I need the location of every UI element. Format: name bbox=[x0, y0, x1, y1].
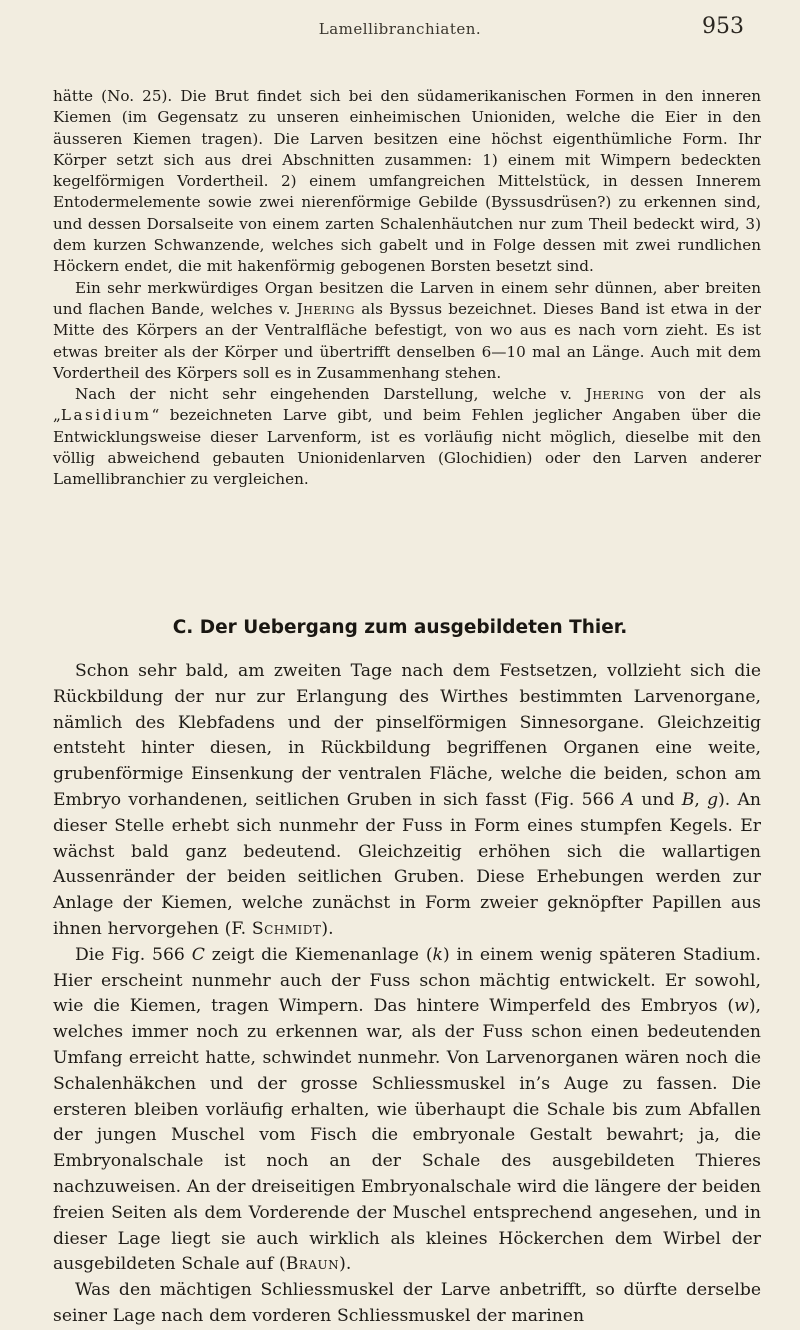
paragraph-adductor bbox=[53, 1278, 761, 1330]
paragraph-text: als Byssus bezeichnet. Dieses Band ist etwa in der Mitte des Körpers an der Ventralfläche befestigt, von wo aus es nach vorn zieht. Es ist etwas breiter als der Körper und übertrifft denselben 6—10 mal an Länge. Auch mit dem Vordertheil des Körpers soll es in Zusammenhang stehen. bbox=[53, 299, 762, 382]
paragraph-text: hätte (No. 25). Die Brut findet sich bei den südamerikanischen Formen in den inneren Kiemen (im Gegensatz zu unseren einheimischen Unioniden, welche die Eier in den äusseren Kiemen tragen). Die Larven besitzen eine höchst eigenthümliche Form. Ihr Körper setzt sich aus drei Abschnitten zusammen: 1) einem mit Wimpern bedeckten kegelförmigen Vordertheil. 2) einem umfangreichen Mittelstück, in dessen Innerem Entodermelemente sowie zwei nierenförmige Gebilde (Byssusdrüsen?) zu erkennen sind, und dessen Dorsalseite von einem zarten Schalenhäutchen nur zum Theil bedeckt wird, 3) dem kurzen Schwanzende, welches sich gabelt und in Folge dessen mit zwei rundlichen Höckern endet, die mit hakenförmig gebogenen Borsten besetzt sind. bbox=[53, 87, 761, 276]
paragraph-text: zeigt die Kiemenanlage ( bbox=[204, 944, 433, 965]
running-title: Lamellibranchiaten. bbox=[318, 20, 482, 38]
paragraph-gills bbox=[53, 943, 761, 1278]
paragraph-text: “ bezeichneten Larve gibt, und beim Fehlen jeglicher Angaben über die Entwicklungsweise dieser Larvenform, ist es vorläufig nicht möglich, dieselbe mit den völlig abweichend gebauten Unionidenlarven (Glochidien) oder den Larven anderer Lamellibranchier zu vergleichen. bbox=[53, 406, 761, 489]
author-name: Braun bbox=[285, 1254, 340, 1275]
paragraph-text: ). bbox=[339, 1254, 352, 1275]
author-name: Jhering bbox=[585, 385, 645, 404]
paragraph-text: ) in einem wenig späteren Stadium. Hier erscheint nunmehr auch der Fuss schon mächtig entwickelt. Er sowohl, wie die Kiemen, tragen Wimpern. Das hintere Wimperfeld des Embryos ( bbox=[53, 944, 761, 1017]
paragraph-text: Die Fig. 566 bbox=[75, 944, 192, 965]
paragraph-lasidium bbox=[53, 384, 761, 490]
paragraph-text: ). bbox=[321, 918, 334, 939]
paragraph-text: ). An dieser Stelle erhebt sich nunmehr der Fuss in Form eines stumpfen Kegels. Er wächst bald ganz bedeutend. Gleichzeitig erhöhen sich die wallartigen Aussenränder der beiden seitlichen Gruben. Diese Erhebungen werden zur Anlage der Kiemen, welche zunächst in Form zweier geknöpfter Papillen aus ihnen hervorgehen (F. bbox=[53, 789, 761, 939]
section-heading: C. Der Uebergang zum ausgebildeten Thier. bbox=[172, 617, 628, 638]
paragraph-text: Nach der nicht sehr eingehenden Darstellung, welche v. bbox=[75, 385, 586, 404]
page-number: 953 bbox=[702, 14, 744, 39]
paragraph-text: Ein sehr merkwürdiges Organ besitzen die Larven in einem sehr dünnen, aber breiten und flachen Bande, welches v. bbox=[53, 278, 761, 318]
spaced-term: Lasidium bbox=[60, 406, 152, 425]
main-text-section bbox=[53, 659, 761, 1330]
author-name: Jhering bbox=[296, 299, 355, 318]
paragraph-text: von der als „ bbox=[53, 385, 761, 425]
figure-label: w bbox=[734, 996, 749, 1017]
author-name: Schmidt bbox=[251, 918, 322, 939]
paragraph-larva-description bbox=[53, 86, 761, 278]
paragraph-byssus-band bbox=[53, 278, 761, 384]
paragraph-regression bbox=[53, 659, 761, 943]
figure-label: g bbox=[707, 789, 719, 810]
figure-label: A bbox=[621, 789, 635, 810]
figure-label: k bbox=[432, 944, 443, 965]
figure-label: B bbox=[681, 789, 695, 810]
figure-label: C bbox=[191, 944, 205, 965]
paragraph-text: , bbox=[694, 789, 708, 810]
running-head bbox=[0, 14, 800, 44]
small-print-section bbox=[53, 86, 761, 491]
paragraph-text: Was den mächtigen Schliessmuskel der Larve anbetrifft, so dürfte derselbe seiner Lage nach dem vorderen Schliessmuskel der marinen bbox=[53, 1280, 761, 1326]
paragraph-text: ), welches immer noch zu erkennen war, als der Fuss schon einen bedeutenden Umfang erreicht hatte, schwindet nunmehr. Von Larvenorganen wären noch die Schalenhäkchen und der grosse Schliessmuskel in’s Auge zu fassen. Die ersteren bleiben vorläufig erhalten, wie überhaupt die Schale bis zum Abfallen der jungen Muschel vom Fisch die embryonale Gestalt bewahrt; ja, die Embryonalschale ist noch an der Schale des ausgebildeten Thieres nachzuweisen. An der dreiseitigen Embryonalschale wird die längere der beiden freien Seiten als dem Vorderende der Muschel entsprechend angesehen, und in dieser Lage liegt sie auch wirklich als kleines Höckerchen dem Wirbel der ausgebildeten Schale auf ( bbox=[53, 996, 761, 1275]
paragraph-text: Schon sehr bald, am zweiten Tage nach dem Festsetzen, vollzieht sich die Rückbildung der nur zur Erlangung des Wirthes bestimmten Larvenorgane, nämlich des Klebfadens und der pinselförmigen Sinnesorgane. Gleichzeitig entsteht hinter diesen, in Rückbildung begriffenen Organen eine weite, grubenförmige Einsenkung der ventralen Fläche, welche die beiden, schon am Embryo vorhandenen, seitlichen Gruben in sich fasst (Fig. 566 bbox=[53, 661, 761, 810]
paragraph-text: und bbox=[634, 789, 682, 810]
